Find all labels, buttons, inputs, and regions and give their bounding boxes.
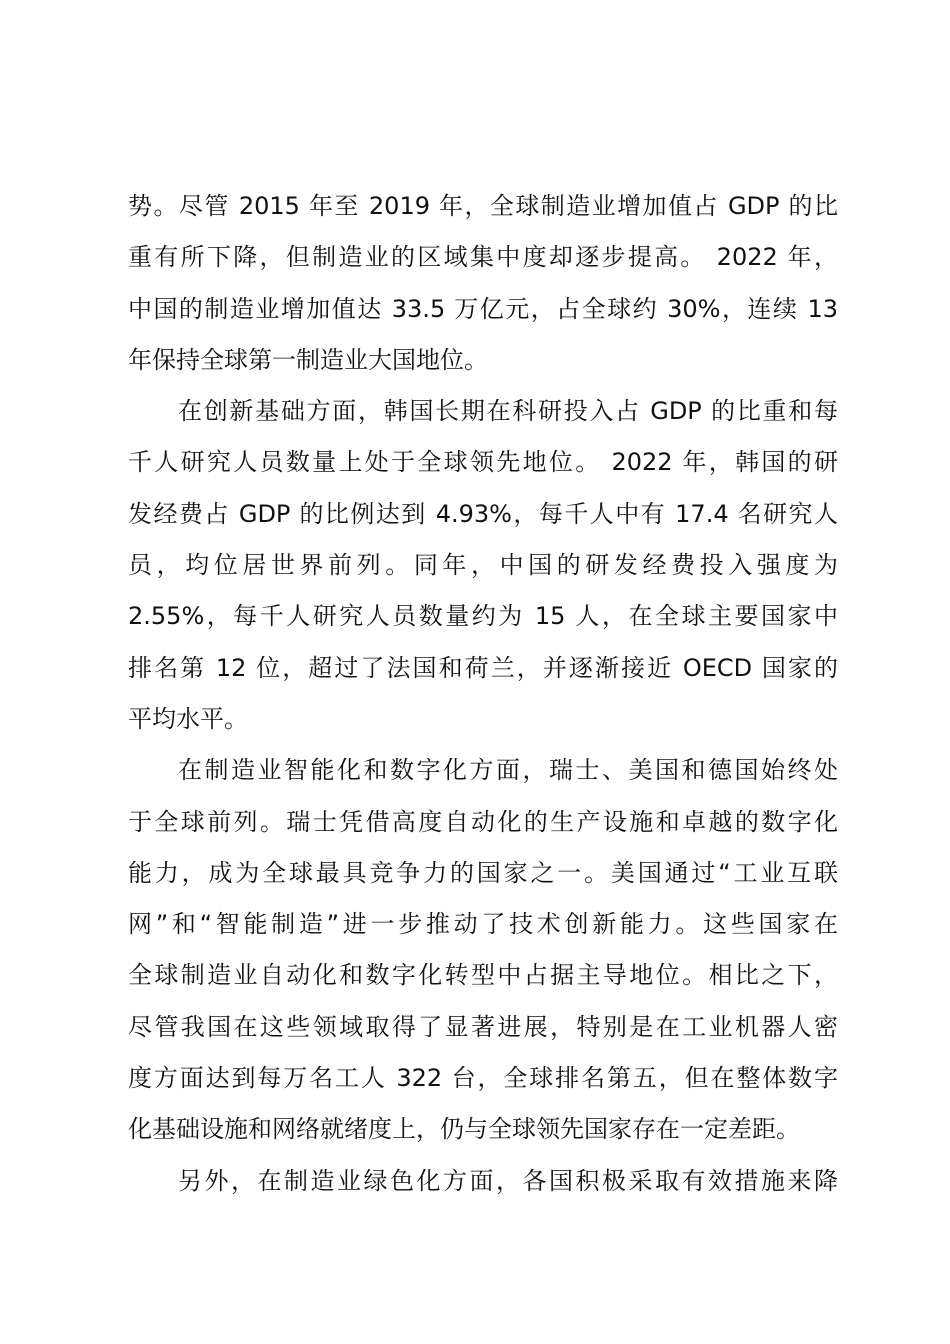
text-line: 在制造业智能化和数字化方面，瑞士、美国和德国始终处 [178,756,838,785]
paragraph-3 [128,745,838,1155]
paragraph-4 [128,1156,838,1207]
text-line: 势。尽管 2015 年至 2019 年，全球制造业增加值占 GDP 的比 [128,192,838,220]
text-line: 能力，成为全球最具竞争力的国家之一。美国通过“工业互联 [128,858,838,887]
text-line: 千人研究人员数量上处于全球领先地位。 2022 年，韩国的研 [128,448,838,477]
text-line: 尽管我国在这些领域取得了显著进展，特别是在工业机器人密 [128,1012,838,1041]
text-line: 年保持全球第一制造业大国地位。 [128,345,488,374]
text-line: 中国的制造业增加值达 33.5 万亿元，占全球约 30%，连续 13 [128,294,838,323]
text-line: 2.55%，每千人研究人员数量约为 15 人，在全球主要国家中 [128,602,838,631]
text-line: 重有所下降，但制造业的区域集中度却逐步提高。 2022 年， [128,243,838,272]
text-line: 化基础设施和网络就绪度上，仍与全球领先国家存在一定差距。 [128,1115,800,1144]
paragraph-1 [128,181,838,386]
text-line: 排名第 12 位，超过了法国和荷兰，并逐渐接近 OECD 国家的 [128,653,838,682]
text-line: 度方面达到每万名工人 322 台，全球排名第五，但在整体数字 [128,1064,838,1093]
text-line: 员，均位居世界前列。同年，中国的研发经费投入强度为 [128,551,838,580]
document-body [128,181,838,1207]
text-line: 网”和“智能制造”进一步推动了技术创新能力。这些国家在 [128,910,838,939]
text-line: 平均水平。 [128,704,248,733]
paragraph-2 [128,386,838,745]
text-line: 发经费占 GDP 的比例达到 4.93%，每千人中有 17.4 名研究人 [128,499,838,528]
text-line: 在创新基础方面，韩国长期在科研投入占 GDP 的比重和每 [178,397,838,426]
text-line: 于全球前列。瑞士凭借高度自动化的生产设施和卓越的数字化 [128,807,838,836]
text-line: 全球制造业自动化和数字化转型中占据主导地位。相比之下， [128,961,838,990]
text-line: 另外，在制造业绿色化方面，各国积极采取有效措施来降 [178,1166,838,1195]
